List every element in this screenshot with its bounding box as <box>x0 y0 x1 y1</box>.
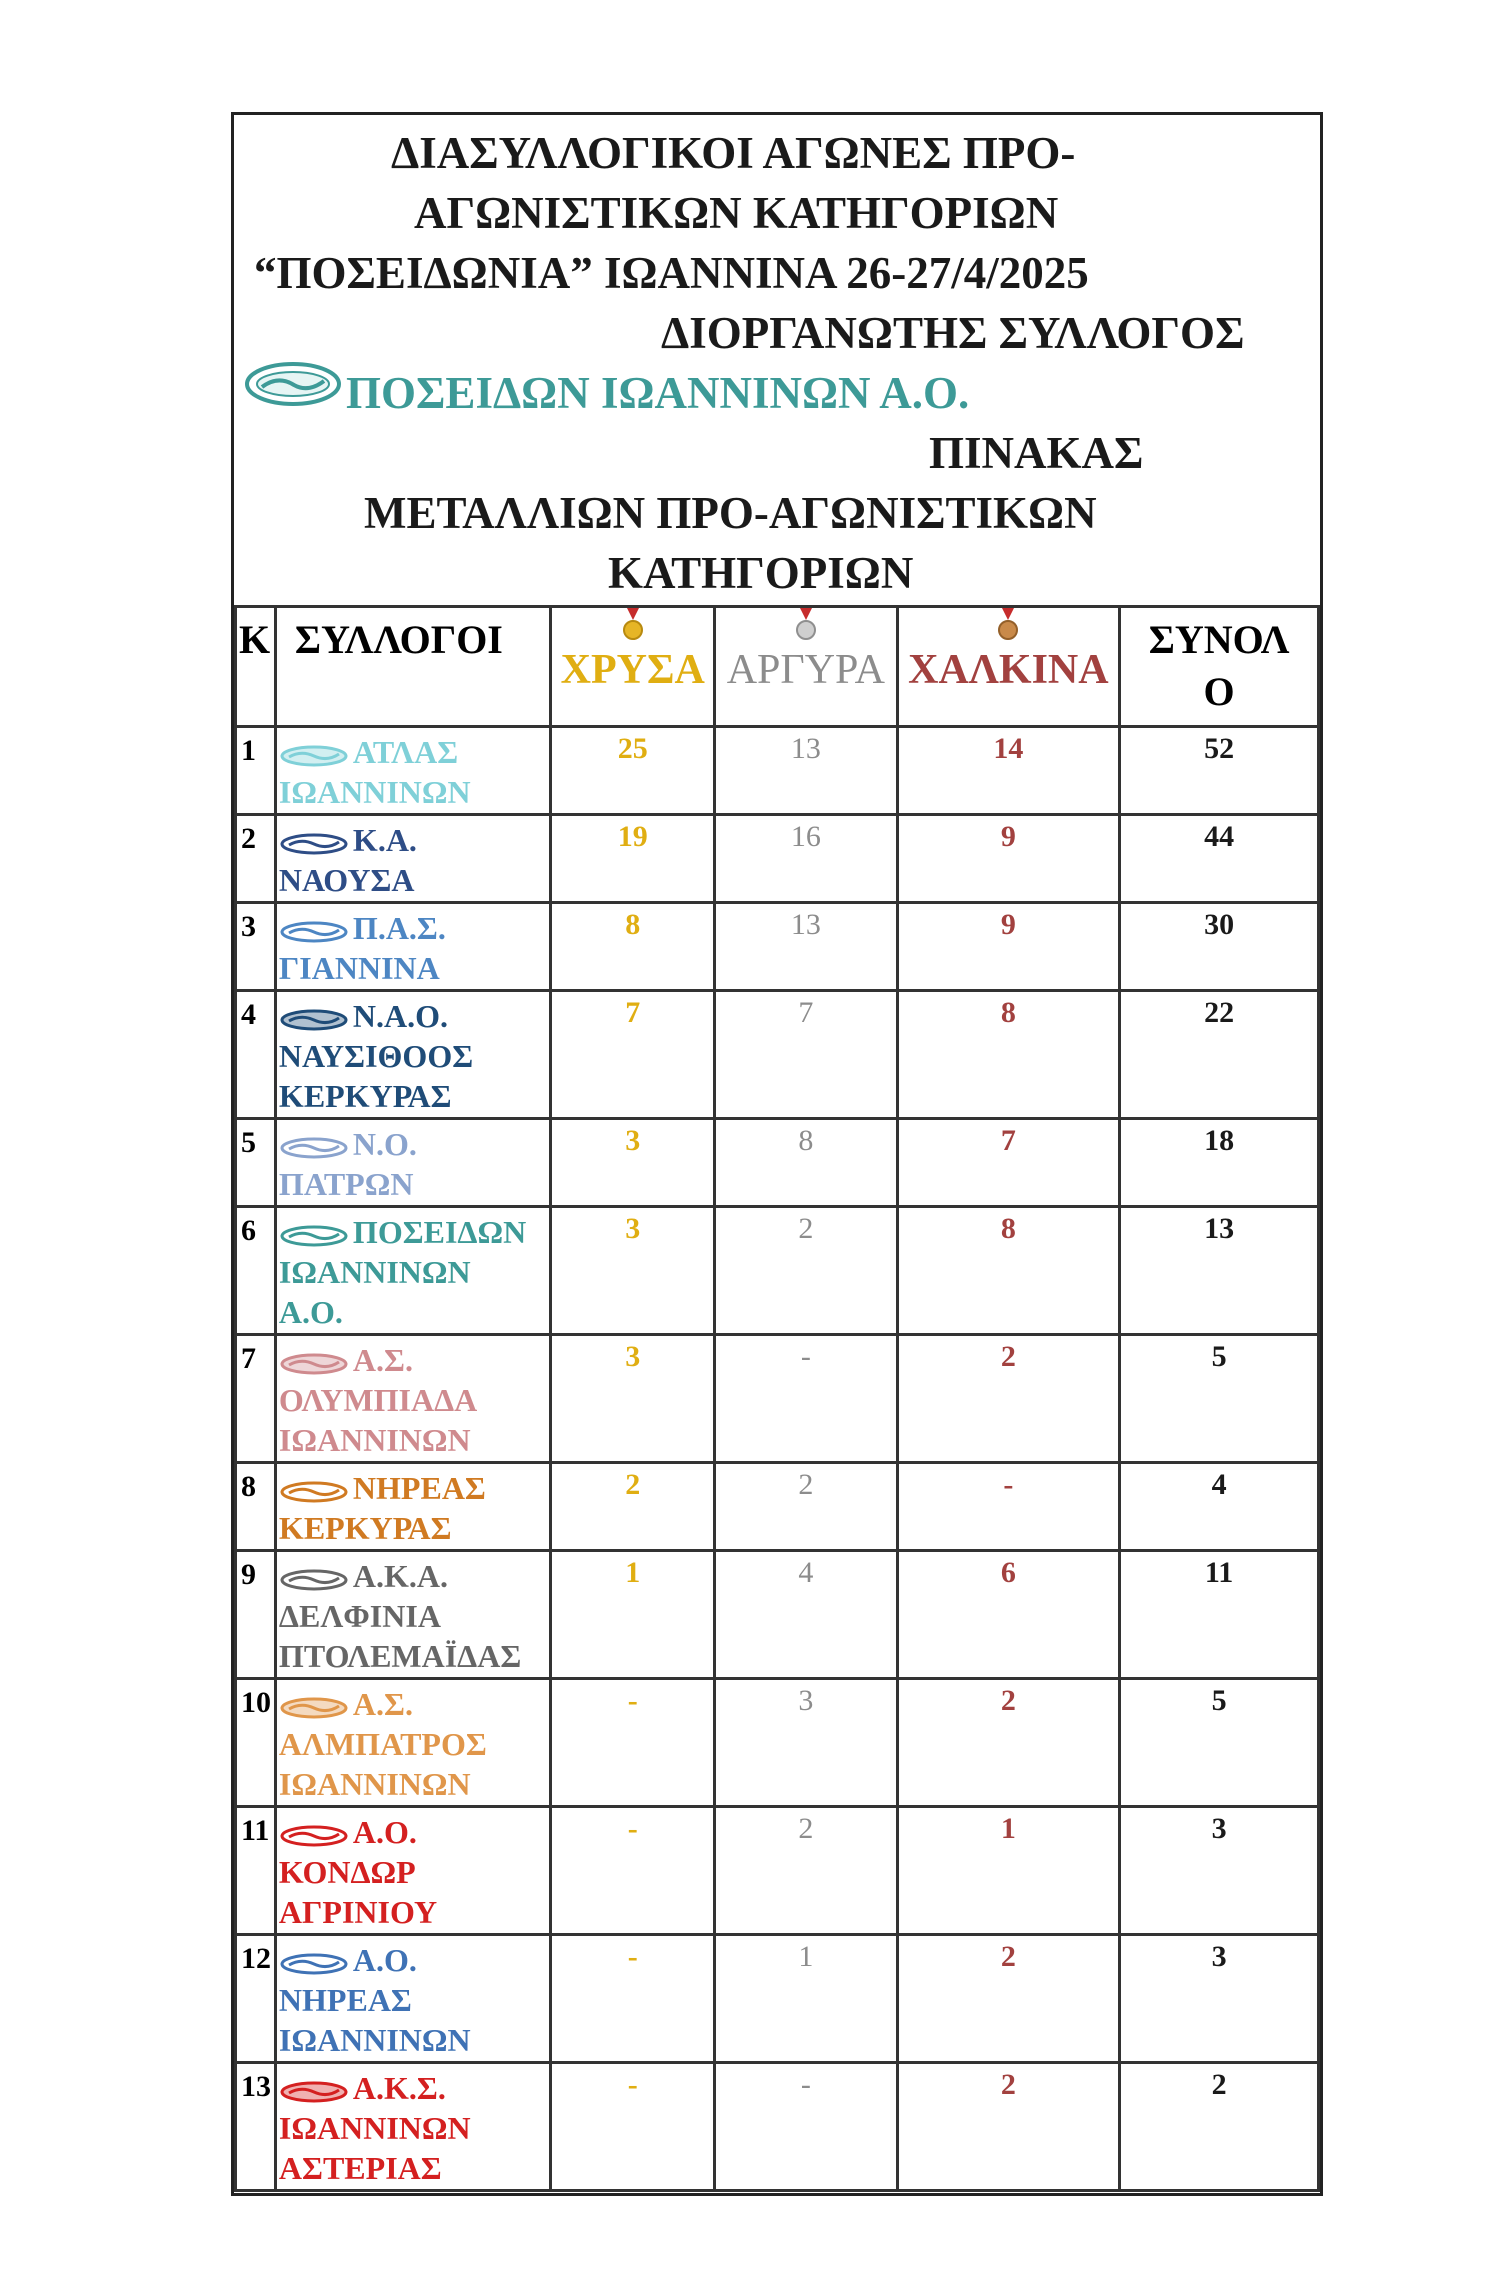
club-name-line: ΙΩΑΝΝΙΝΩΝ <box>278 1422 471 1458</box>
rank-cell: 8 <box>236 1463 276 1551</box>
club-name-line: ΠΑΤΡΩΝ <box>278 1166 414 1202</box>
rank-cell: 6 <box>236 1207 276 1335</box>
club-name-line: ΝΗΡΕΑΣ <box>352 1470 486 1506</box>
col-header-bronze <box>897 607 1120 727</box>
table-row <box>236 727 1319 815</box>
table-title-line-3: ΚΑΤΗΓΟΡΙΩΝ <box>608 548 914 598</box>
club-name-line: Α.Σ. <box>352 1342 413 1378</box>
silver-count-cell: 2 <box>715 1807 898 1935</box>
club-name-line: ΑΣΤΕΡΙΑΣ <box>278 2150 442 2186</box>
club-name-line: Α.Κ.Α. <box>352 1558 449 1594</box>
total-count-cell: 3 <box>1120 1935 1319 2063</box>
col-header-silver-label: ΑΡΓΥΡΑ <box>726 647 885 693</box>
bronze-medal-icon <box>998 608 1018 642</box>
table-row <box>236 1119 1319 1207</box>
total-count-cell: 5 <box>1120 1335 1319 1463</box>
club-name-line: Α.Κ.Σ. <box>352 2070 446 2106</box>
total-count-cell: 2 <box>1120 2063 1319 2191</box>
silver-count-cell: 13 <box>715 727 898 815</box>
medal-table-document <box>231 112 1323 2196</box>
col-header-rank: Κ <box>236 607 276 727</box>
table-title-line-2: ΜΕΤΑΛΛΙΩΝ ΠΡΟ-ΑΓΩΝΙΣΤΙΚΩΝ <box>364 488 1097 538</box>
club-name-line: ΑΓΡΙΝΙΟΥ <box>278 1894 438 1930</box>
silver-count-cell: 7 <box>715 991 898 1119</box>
club-cell <box>275 815 550 903</box>
silver-count-cell: 8 <box>715 1119 898 1207</box>
bronze-count-cell: 2 <box>897 2063 1120 2191</box>
bronze-count-cell: 7 <box>897 1119 1120 1207</box>
col-header-total-part-2: Ο <box>1203 669 1235 714</box>
total-count-cell: 5 <box>1120 1679 1319 1807</box>
table-row <box>236 903 1319 991</box>
club-name-line: ΚΟΝΔΩΡ <box>278 1854 416 1890</box>
silver-count-cell: - <box>715 1335 898 1463</box>
club-cell <box>275 991 550 1119</box>
club-cell <box>275 2063 550 2191</box>
delfinia-logo-icon <box>279 1568 349 1592</box>
title-line-2: ΑΓΩΝΙΣΤΙΚΩΝ ΚΑΤΗΓΟΡΙΩΝ <box>414 188 1059 238</box>
bronze-count-cell: 14 <box>897 727 1120 815</box>
silver-count-cell: 1 <box>715 1935 898 2063</box>
club-name-line: Ν.Ο. <box>352 1126 417 1162</box>
club-cell <box>275 1679 550 1807</box>
poseidon-logo-icon <box>244 361 342 407</box>
gold-count-cell: 25 <box>551 727 715 815</box>
club-name-line: ΙΩΑΝΝΙΝΩΝ <box>278 2110 471 2146</box>
total-count-cell: 18 <box>1120 1119 1319 1207</box>
club-cell <box>275 1551 550 1679</box>
silver-medal-icon <box>796 608 816 642</box>
olympiada-logo-icon <box>279 1352 349 1376</box>
table-row <box>236 1335 1319 1463</box>
silver-count-cell: 13 <box>715 903 898 991</box>
gold-medal-icon <box>623 608 643 642</box>
club-cell <box>275 1119 550 1207</box>
rank-cell: 10 <box>236 1679 276 1807</box>
table-row <box>236 2063 1319 2191</box>
atlas-logo-icon <box>279 744 349 768</box>
club-cell <box>275 1335 550 1463</box>
silver-count-cell: 2 <box>715 1463 898 1551</box>
club-name-line: ΙΩΑΝΝΙΝΩΝ <box>278 774 471 810</box>
total-count-cell: 22 <box>1120 991 1319 1119</box>
col-header-total <box>1120 607 1319 727</box>
nireas-ioanninon-logo-icon <box>279 1952 349 1976</box>
organizer-label: ΔΙΟΡΓΑΝΩΤΗΣ ΣΥΛΛΟΓΟΣ <box>661 308 1245 358</box>
bronze-count-cell: 8 <box>897 1207 1120 1335</box>
bronze-count-cell: 9 <box>897 815 1120 903</box>
club-name-line: ΙΩΑΝΝΙΝΩΝ <box>278 2022 471 2058</box>
silver-count-cell: 16 <box>715 815 898 903</box>
rank-cell: 12 <box>236 1935 276 2063</box>
total-count-cell: 3 <box>1120 1807 1319 1935</box>
table-row <box>236 991 1319 1119</box>
col-header-gold-label: ΧΡΥΣΑ <box>560 647 705 693</box>
rank-cell: 3 <box>236 903 276 991</box>
table-row <box>236 1935 1319 2063</box>
silver-count-cell: 3 <box>715 1679 898 1807</box>
club-cell <box>275 1463 550 1551</box>
table-header-row <box>236 607 1319 727</box>
table-row <box>236 815 1319 903</box>
nao-nafsithoos-logo-icon <box>279 1008 349 1032</box>
pas-giannina-logo-icon <box>279 920 349 944</box>
gold-count-cell: 3 <box>551 1335 715 1463</box>
rank-cell: 4 <box>236 991 276 1119</box>
bronze-count-cell: 1 <box>897 1807 1120 1935</box>
asterias-logo-icon <box>279 2080 349 2104</box>
gold-count-cell: 7 <box>551 991 715 1119</box>
total-count-cell: 30 <box>1120 903 1319 991</box>
silver-count-cell: - <box>715 2063 898 2191</box>
document-header <box>234 115 1320 607</box>
club-name-line: ΝΑΥΣΙΘΟΟΣ <box>278 1038 474 1074</box>
rank-cell: 7 <box>236 1335 276 1463</box>
club-name-line: ΓΙΑΝΝΙΝΑ <box>278 950 440 986</box>
total-count-cell: 52 <box>1120 727 1319 815</box>
rank-cell: 9 <box>236 1551 276 1679</box>
club-name-line: ΑΤΛΑΣ <box>352 734 459 770</box>
club-name-line: ΙΩΑΝΝΙΝΩΝ <box>278 1254 471 1290</box>
club-name-line: ΝΑΟΥΣΑ <box>278 862 415 898</box>
club-cell <box>275 1207 550 1335</box>
event-name: “ΠΟΣΕΙΔΩΝΙΑ” ΙΩΑΝΝΙΝΑ 26-27/4/2025 <box>254 248 1089 298</box>
rank-cell: 1 <box>236 727 276 815</box>
col-header-bronze-label: ΧΑΛΚΙΝΑ <box>908 647 1109 693</box>
poseidon-logo-icon <box>279 1224 349 1248</box>
gold-count-cell: 3 <box>551 1119 715 1207</box>
no-patron-logo-icon <box>279 1136 349 1160</box>
col-header-total-part-1: ΣΥΝΟΛ <box>1148 617 1290 662</box>
bronze-count-cell: 8 <box>897 991 1120 1119</box>
gold-count-cell: - <box>551 1679 715 1807</box>
table-row <box>236 1207 1319 1335</box>
gold-count-cell: - <box>551 1807 715 1935</box>
gold-count-cell: - <box>551 1935 715 2063</box>
bronze-count-cell: 6 <box>897 1551 1120 1679</box>
col-header-clubs: ΣΥΛΛΟΓΟΙ <box>275 607 550 727</box>
club-name-line: ΑΛΜΠΑΤΡΟΣ <box>278 1726 487 1762</box>
nireas-kerkyras-logo-icon <box>279 1480 349 1504</box>
club-cell <box>275 1807 550 1935</box>
total-count-cell: 11 <box>1120 1551 1319 1679</box>
club-name-line: ΙΩΑΝΝΙΝΩΝ <box>278 1766 471 1802</box>
table-title-line-1: ΠΙΝΑΚΑΣ <box>929 428 1144 478</box>
total-count-cell: 4 <box>1120 1463 1319 1551</box>
club-name-line: ΟΛΥΜΠΙΑΔΑ <box>278 1382 478 1418</box>
silver-count-cell: 2 <box>715 1207 898 1335</box>
bronze-count-cell: 9 <box>897 903 1120 991</box>
gold-count-cell: 19 <box>551 815 715 903</box>
table-row <box>236 1551 1319 1679</box>
total-count-cell: 13 <box>1120 1207 1319 1335</box>
club-name-line: Α.Σ. <box>352 1686 413 1722</box>
albatros-logo-icon <box>279 1696 349 1720</box>
medal-table <box>234 605 1320 2192</box>
table-row <box>236 1807 1319 1935</box>
bronze-count-cell: 2 <box>897 1335 1120 1463</box>
club-name-line: ΚΕΡΚΥΡΑΣ <box>278 1510 452 1546</box>
title-line-1: ΔΙΑΣΥΛΛΟΓΙΚΟΙ ΑΓΩΝΕΣ ΠΡΟ- <box>391 128 1076 178</box>
silver-count-cell: 4 <box>715 1551 898 1679</box>
club-name-line: ΠΤΟΛΕΜΑΪΔΑΣ <box>278 1638 522 1674</box>
rank-cell: 11 <box>236 1807 276 1935</box>
club-name-line: Ν.Α.Ο. <box>352 998 449 1034</box>
total-count-cell: 44 <box>1120 815 1319 903</box>
bronze-count-cell: - <box>897 1463 1120 1551</box>
ka-naousa-logo-icon <box>279 832 349 856</box>
club-cell <box>275 1935 550 2063</box>
rank-cell: 13 <box>236 2063 276 2191</box>
club-name-line: Κ.Α. <box>352 822 417 858</box>
gold-count-cell: - <box>551 2063 715 2191</box>
club-name-line: ΝΗΡΕΑΣ <box>278 1982 412 2018</box>
club-name-line: Α.Ο. <box>352 1814 417 1850</box>
kondor-logo-icon <box>279 1824 349 1848</box>
club-name-line: ΔΕΛΦΙΝΙΑ <box>278 1598 441 1634</box>
club-cell <box>275 903 550 991</box>
table-row <box>236 1679 1319 1807</box>
bronze-count-cell: 2 <box>897 1679 1120 1807</box>
gold-count-cell: 8 <box>551 903 715 991</box>
col-header-silver <box>715 607 898 727</box>
bronze-count-cell: 2 <box>897 1935 1120 2063</box>
table-row <box>236 1463 1319 1551</box>
club-name-line: Α.Ο. <box>278 1294 343 1330</box>
club-name-line: Α.Ο. <box>352 1942 417 1978</box>
rank-cell: 2 <box>236 815 276 903</box>
rank-cell: 5 <box>236 1119 276 1207</box>
club-name-line: ΚΕΡΚΥΡΑΣ <box>278 1078 452 1114</box>
gold-count-cell: 1 <box>551 1551 715 1679</box>
gold-count-cell: 3 <box>551 1207 715 1335</box>
club-cell <box>275 727 550 815</box>
host-club-name: ΠΟΣΕΙΔΩΝ ΙΩΑΝΝΙΝΩΝ Α.Ο. <box>346 368 970 418</box>
gold-count-cell: 2 <box>551 1463 715 1551</box>
club-name-line: ΠΟΣΕΙΔΩΝ <box>352 1214 527 1250</box>
club-name-line: Π.Α.Σ. <box>352 910 446 946</box>
col-header-gold <box>551 607 715 727</box>
